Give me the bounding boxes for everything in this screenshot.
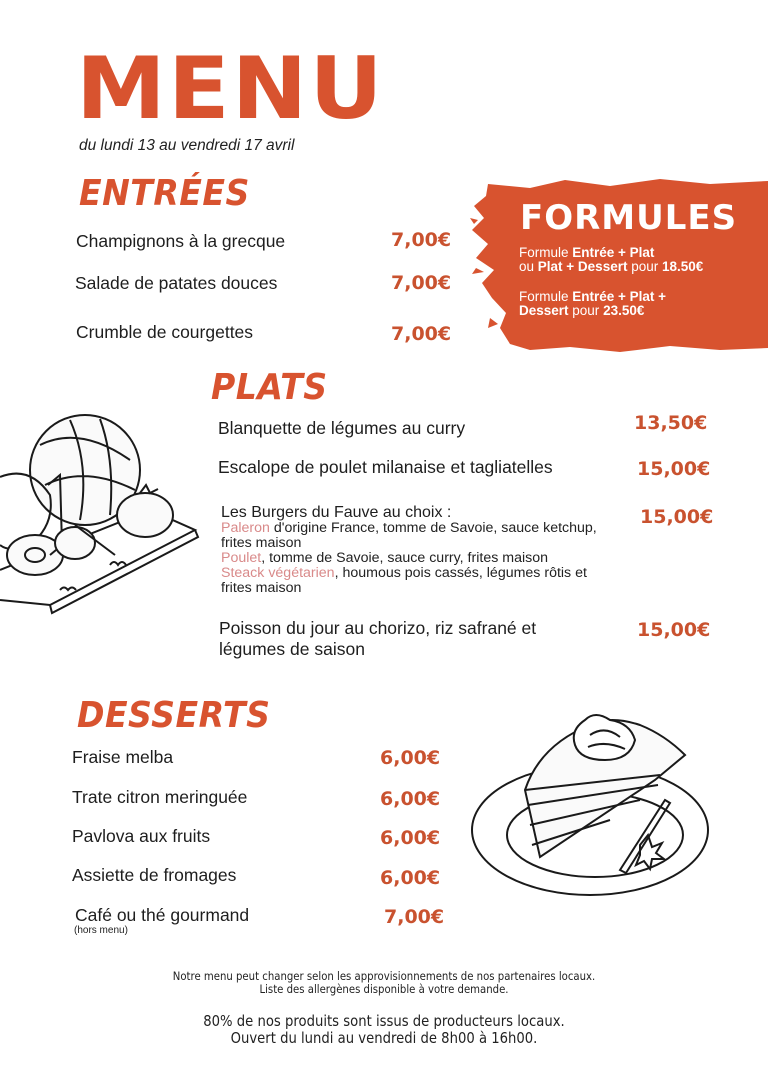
plat-item-name: Blanquette de légumes au curry	[218, 418, 466, 438]
dessert-item-name: Pavlova aux fruits	[72, 826, 211, 846]
menu-title: MENU	[76, 39, 385, 139]
plat-item-price: 15,00€	[637, 619, 711, 641]
formule-text: pour	[627, 259, 662, 274]
desserts-heading: DESSERTS	[77, 695, 271, 736]
entree-item-price: 7,00€	[391, 323, 452, 345]
formule-text-bold: Entrée + Plat	[572, 245, 655, 260]
burger-option-highlight: Steack végétarien	[221, 565, 335, 581]
dessert-item-name: Fraise melba	[72, 747, 174, 767]
burger-option	[221, 551, 611, 566]
dessert-item-price: 6,00€	[380, 827, 441, 849]
pie-illustration-icon	[470, 705, 715, 900]
footer-line: Ouvert du lundi au vendredi de 8h00 à 16h00.	[230, 1029, 538, 1047]
entree-item-name: Crumble de courgettes	[76, 322, 254, 342]
dessert-item-name: Trate citron meringuée	[72, 787, 248, 807]
burger-option-highlight: Poulet	[221, 550, 262, 566]
footer-line: 80% de nos produits sont issus de producteurs locaux.	[203, 1012, 565, 1030]
entree-item-price: 7,00€	[391, 272, 452, 294]
footer-line: Notre menu peut changer selon les approvisionnements de nos partenaires locaux.	[172, 969, 596, 983]
plat-item-price: 15,00€	[637, 458, 711, 480]
formule-price: 18.50€	[662, 259, 704, 274]
entrees-heading: ENTRÉES	[79, 173, 250, 214]
dessert-item-price: 6,00€	[380, 747, 441, 769]
burger-option-text: , houmous pois cassés, légumes rôtis et frites maison	[221, 565, 587, 596]
formule-text-bold: Dessert	[519, 303, 569, 318]
plat-item-name-line: Poisson du jour au chorizo, riz safrané et	[219, 618, 537, 638]
formule-text: Formule	[519, 245, 573, 260]
burger-option-highlight: Paleron	[221, 520, 270, 536]
entree-item-name: Champignons à la grecque	[76, 231, 286, 251]
entree-item-price: 7,00€	[391, 229, 452, 251]
formule-1	[519, 246, 703, 274]
plat-item-price: 13,50€	[634, 412, 708, 434]
menu-dates: du lundi 13 au vendredi 17 avril	[79, 137, 295, 154]
formule-text: ou	[519, 259, 538, 274]
entree-item-name: Salade de patates douces	[75, 273, 278, 293]
footer-line: Liste des allergènes disponible à votre demande.	[259, 982, 509, 996]
footer-notice	[46, 970, 722, 996]
plat-item-price: 15,00€	[640, 506, 714, 528]
dessert-item-note: (hors menu)	[74, 925, 128, 936]
plat-item-name-line: légumes de saison	[219, 639, 365, 659]
burger-option	[221, 521, 611, 551]
footer-info	[46, 1013, 722, 1047]
dessert-item-name: Assiette de fromages	[72, 865, 237, 885]
burger-option	[221, 566, 611, 596]
burger-option-text: d'origine France, tomme de Savoie, sauce ketchup, frites maison	[221, 520, 597, 551]
dessert-item-price: 7,00€	[384, 906, 445, 928]
burger-option-text: , tomme de Savoie, sauce curry, frites maison	[261, 550, 548, 566]
plat-item-name: Les Burgers du Fauve au choix :	[221, 504, 452, 521]
formule-price: 23.50€	[603, 303, 645, 318]
formule-text: Formule	[519, 289, 573, 304]
formule-2	[519, 290, 666, 318]
formule-text: pour	[568, 303, 604, 318]
burger-item	[221, 505, 611, 596]
formule-text-bold: Entrée + Plat +	[572, 289, 667, 304]
vegetables-illustration-icon	[0, 405, 210, 615]
plat-item-name	[219, 618, 536, 660]
plat-item-name: Escalope de poulet milanaise et tagliatelles	[218, 457, 553, 477]
plats-heading: PLATS	[211, 367, 328, 408]
formule-text-bold: Plat + Dessert	[537, 259, 628, 274]
dessert-item-price: 6,00€	[380, 788, 441, 810]
dessert-item-name: Café ou thé gourmand	[75, 905, 250, 925]
dessert-item-price: 6,00€	[380, 867, 441, 889]
formules-heading: FORMULES	[520, 198, 738, 238]
